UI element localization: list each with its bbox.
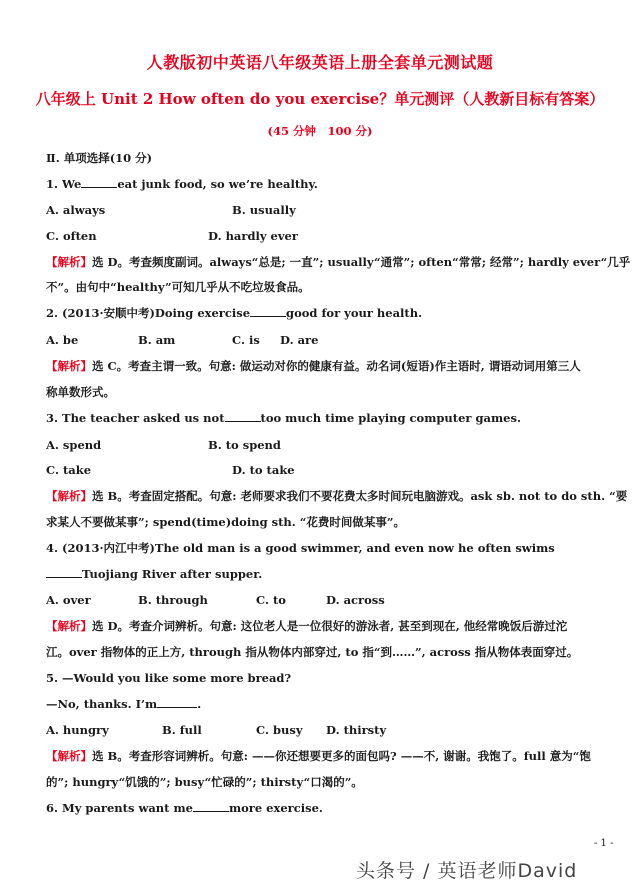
q3-analysis-line1: 【解析】选 B。考查固定搭配。句意: 老师要求我们不要花费太多时间玩电脑游戏。ask sb. not to do sth. “要 — [46, 489, 628, 503]
q2-analysis-line1: 【解析】选 C。考查主谓一致。句意: 做运动对你的健康有益。动名词(短语)作主语时, 谓语动词用第三人 — [46, 359, 581, 373]
analysis-label: 【解析】 — [46, 489, 92, 503]
answer-blank — [193, 800, 229, 812]
document-title: 人教版初中英语八年级英语上册全套单元测试题 — [146, 53, 494, 72]
answer-blank — [81, 176, 117, 188]
q3-option-b: B. to spend — [208, 438, 281, 452]
q5-option-c: C. busy — [256, 723, 303, 737]
q3-option-a: A. spend — [46, 438, 102, 452]
question-4-stem-line2: Tuojiang River after supper. — [46, 566, 262, 582]
q2-option-a: A. be — [46, 333, 79, 347]
q4-option-a: A. over — [46, 593, 91, 607]
question-2-stem: 2. (2013·安顺中考)Doing exercise good for your health. — [46, 306, 423, 320]
analysis-label: 【解析】 — [46, 619, 92, 633]
analysis-label: 【解析】 — [46, 359, 92, 373]
q1-option-c: C. often — [46, 229, 97, 243]
q4-option-c: C. to — [256, 593, 286, 607]
question-4-stem-line1: 4. (2013·内江中考)The old man is a good swimmer, and even now he often swims — [46, 541, 555, 555]
q2-analysis-line2: 称单数形式。 — [46, 385, 115, 399]
time-score: (45 分钟 100 分) — [267, 124, 373, 138]
q1-option-d: D. hardly ever — [208, 229, 298, 243]
q4-analysis-line2: 江。over 指物体的正上方, through 指从物体内部穿过, to 指“到……”, across 指从物体表面穿过。 — [46, 645, 579, 659]
q4-option-d: D. across — [326, 593, 385, 607]
q1-analysis-line1: 【解析】选 D。考查频度副词。always“总是; 一直”; usually“通常”; often“常常; 经常”; hardly ever“几乎 — [46, 255, 631, 269]
q5-option-a: A. hungry — [46, 723, 109, 737]
answer-blank — [46, 566, 82, 578]
q2-option-d: D. are — [280, 333, 319, 347]
q5-analysis-line2: 的”; hungry“饥饿的”; busy“忙碌的”; thirsty“口渴的”。 — [46, 775, 363, 789]
question-1-stem: 1. We eat junk food, so we’re healthy. — [46, 177, 318, 191]
watermark-text: 头条号 / 英语老师David — [356, 860, 578, 882]
analysis-label: 【解析】 — [46, 255, 92, 269]
question-5-stem-line2: —No, thanks. I’m . — [46, 697, 202, 711]
q1-option-a: A. always — [46, 203, 106, 217]
q1-analysis-line2: 不”。由句中“healthy”可知几乎从不吃垃圾食品。 — [46, 280, 310, 294]
q2-option-c: C. is — [232, 333, 260, 347]
question-5-stem-line1: 5. —Would you like some more bread? — [46, 671, 292, 685]
answer-blank — [225, 410, 261, 422]
q1-option-b: B. usually — [232, 203, 296, 217]
page-number: - 1 - — [594, 838, 614, 849]
answer-blank — [157, 696, 197, 708]
q5-option-d: D. thirsty — [326, 723, 387, 737]
q3-option-c: C. take — [46, 463, 92, 477]
analysis-label: 【解析】 — [46, 749, 92, 763]
question-3-stem: 3. The teacher asked us not too much time playing computer games. — [46, 411, 521, 425]
q2-option-b: B. am — [138, 333, 176, 347]
q5-option-b: B. full — [162, 723, 202, 737]
q3-option-d: D. to take — [232, 463, 295, 477]
q4-option-b: B. through — [138, 593, 208, 607]
question-6-stem: 6. My parents want me more exercise. — [46, 801, 323, 815]
q5-analysis-line1: 【解析】选 B。考查形容词辨析。句意: ——你还想要更多的面包吗? ——不, 谢谢。我饱了。full 意为“饱 — [46, 749, 591, 763]
q3-analysis-line2: 求某人不要做某事”; spend(time)doing sth. “花费时间做某事”。 — [46, 515, 406, 529]
section-heading: Ⅱ. 单项选择(10 分) — [46, 151, 153, 165]
document-subtitle: 八年级上 Unit 2 How often do you exercise？单元测评（人教新目标有答案） — [35, 90, 605, 108]
answer-blank — [250, 305, 286, 317]
q4-analysis-line1: 【解析】选 D。考查介词辨析。句意: 这位老人是一位很好的游泳者, 甚至到现在, 他经常晚饭后游过沱 — [46, 619, 568, 633]
